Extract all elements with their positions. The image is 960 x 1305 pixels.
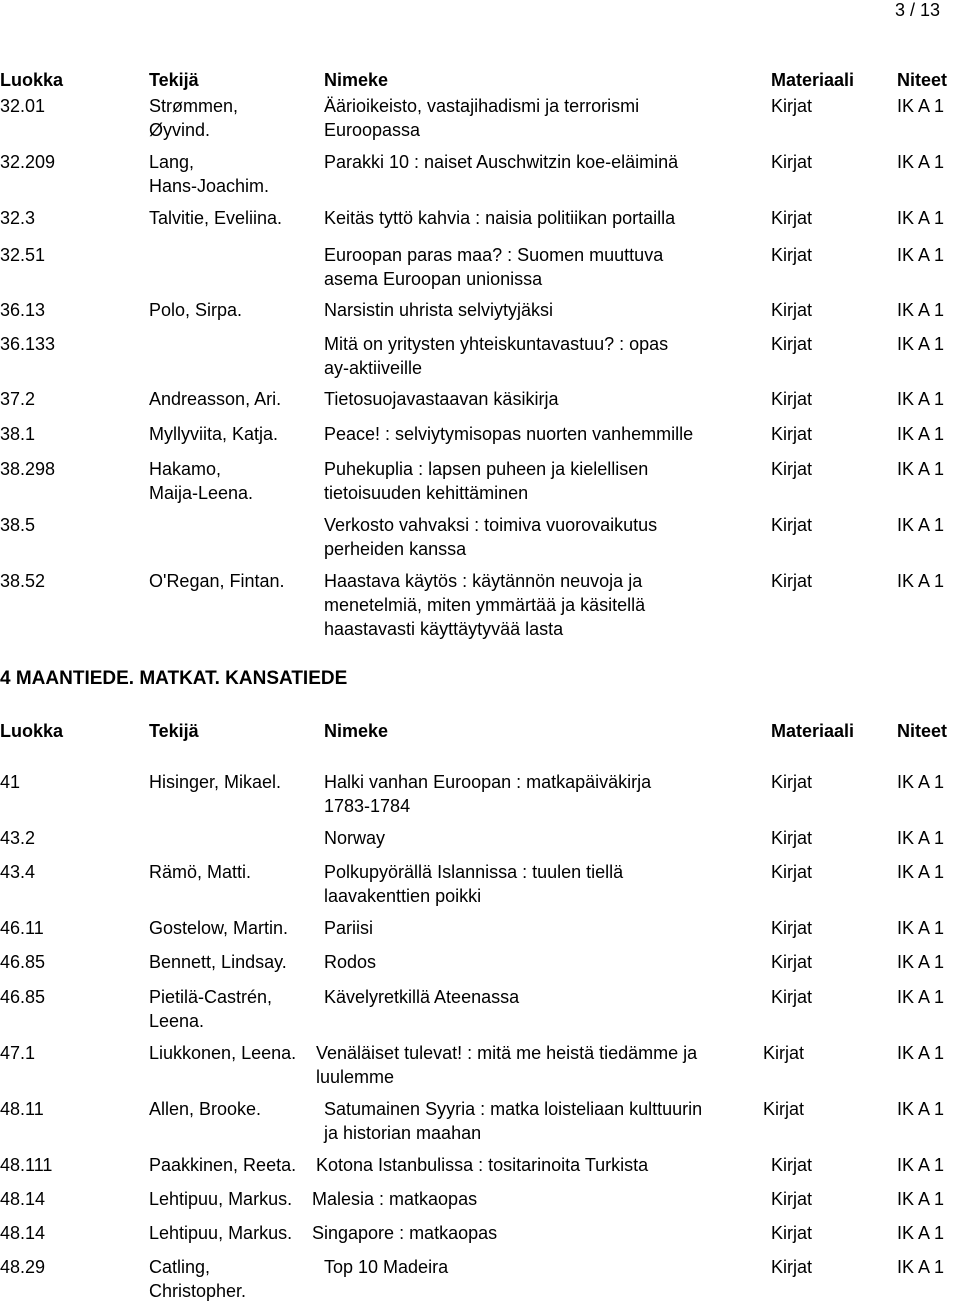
cell-materiaali: Kirjat — [771, 952, 813, 972]
cell-niteet: IK A 1 — [897, 952, 945, 972]
cell-materiaali: Kirjat — [771, 515, 813, 535]
cell-materiaali: Kirjat — [771, 772, 813, 792]
page-number: 3 / 13 — [894, 0, 940, 20]
cell-luokka: 41 — [0, 772, 21, 792]
cell-nimeke: Venäläiset tulevat! : mitä me heistä tiedämme ja luulemme — [316, 1043, 698, 1087]
cell-nimeke: Kävelyretkillä Ateenassa — [324, 987, 520, 1007]
cell-tekija: Lehtipuu, Markus. — [149, 1223, 293, 1243]
cell-materiaali: Kirjat — [771, 459, 813, 479]
cell-luokka: 37.2 — [0, 389, 36, 409]
cell-materiaali: Kirjat — [771, 862, 813, 882]
cell-nimeke: Keitäs tyttö kahvia : naisia politiikan portailla — [324, 208, 676, 228]
cell-nimeke: Äärioikeisto, vastajihadismi ja terrorismi Euroopassa — [324, 96, 640, 140]
cell-materiaali: Kirjat — [771, 152, 813, 172]
cell-materiaali: Kirjat — [771, 1223, 813, 1243]
cell-nimeke: Norway — [324, 828, 386, 848]
cell-tekija: Lehtipuu, Markus. — [149, 1189, 293, 1209]
cell-materiaali: Kirjat — [771, 334, 813, 354]
cell-niteet: IK A 1 — [897, 152, 945, 172]
cell-nimeke: Tietosuojavastaavan käsikirja — [324, 389, 559, 409]
cell-luokka: 32.01 — [0, 96, 46, 116]
cell-tekija: Pietilä-Castrén, Leena. — [149, 987, 273, 1031]
cell-tekija: Bennett, Lindsay. — [149, 952, 287, 972]
cell-luokka: 32.209 — [0, 152, 56, 172]
cell-luokka: 43.4 — [0, 862, 36, 882]
cell-luokka: 32.3 — [0, 208, 36, 228]
cell-niteet: IK A 1 — [897, 1099, 945, 1119]
cell-tekija: Gostelow, Martin. — [149, 918, 289, 938]
cell-tekija: Allen, Brooke. — [149, 1099, 262, 1119]
cell-materiaali: Kirjat — [771, 1155, 813, 1175]
cell-materiaali: Kirjat — [771, 208, 813, 228]
cell-luokka: 46.85 — [0, 952, 46, 972]
column-header-niteet: Niteet — [897, 721, 948, 741]
cell-niteet: IK A 1 — [897, 772, 945, 792]
cell-niteet: IK A 1 — [897, 1189, 945, 1209]
cell-materiaali: Kirjat — [763, 1099, 805, 1119]
cell-tekija: Talvitie, Eveliina. — [149, 208, 283, 228]
section-title: 4 MAANTIEDE. MATKAT. KANSATIEDE — [0, 668, 348, 689]
cell-niteet: IK A 1 — [897, 96, 945, 116]
cell-materiaali: Kirjat — [771, 424, 813, 444]
cell-luokka: 48.14 — [0, 1189, 46, 1209]
cell-nimeke: Haastava käytös : käytännön neuvoja ja menetelmiä, miten ymmärtää ja käsitellä haastavasti käyttäytyvää lasta — [324, 571, 646, 639]
cell-materiaali: Kirjat — [771, 1257, 813, 1277]
cell-nimeke: Singapore : matkaopas — [312, 1223, 498, 1243]
cell-niteet: IK A 1 — [897, 389, 945, 409]
cell-niteet: IK A 1 — [897, 1257, 945, 1277]
cell-nimeke: Mitä on yritysten yhteiskuntavastuu? : opas ay-aktiiveille — [324, 334, 669, 378]
column-header-niteet: Niteet — [897, 70, 948, 90]
cell-tekija: Rämö, Matti. — [149, 862, 252, 882]
cell-materiaali: Kirjat — [771, 987, 813, 1007]
cell-nimeke: Puhekuplia : lapsen puheen ja kielellisen tietoisuuden kehittäminen — [324, 459, 649, 503]
cell-luokka: 38.52 — [0, 571, 46, 591]
cell-niteet: IK A 1 — [897, 987, 945, 1007]
cell-niteet: IK A 1 — [897, 245, 945, 265]
cell-nimeke: Halki vanhan Euroopan : matkapäiväkirja 1783-1784 — [324, 772, 652, 816]
column-header-materiaali: Materiaali — [771, 721, 855, 741]
cell-nimeke: Verkosto vahvaksi : toimiva vuorovaikutus perheiden kanssa — [324, 515, 658, 559]
cell-niteet: IK A 1 — [897, 515, 945, 535]
cell-materiaali: Kirjat — [771, 571, 813, 591]
cell-materiaali: Kirjat — [771, 1189, 813, 1209]
cell-tekija: Catling, Christopher. — [149, 1257, 247, 1301]
cell-niteet: IK A 1 — [897, 459, 945, 479]
cell-luokka: 46.11 — [0, 918, 44, 938]
cell-luokka: 48.11 — [0, 1099, 44, 1119]
cell-nimeke: Rodos — [324, 952, 377, 972]
cell-tekija: Lang, Hans-Joachim. — [149, 152, 270, 196]
cell-niteet: IK A 1 — [897, 300, 945, 320]
cell-niteet: IK A 1 — [897, 208, 945, 228]
cell-nimeke: Peace! : selviytymisopas nuorten vanhemmille — [324, 424, 694, 444]
cell-materiaali: Kirjat — [771, 245, 813, 265]
cell-nimeke: Satumainen Syyria : matka loisteliaan kulttuurin ja historian maahan — [324, 1099, 703, 1143]
column-header-tekija: Tekijä — [149, 721, 199, 741]
cell-luokka: 48.29 — [0, 1257, 46, 1277]
cell-niteet: IK A 1 — [897, 918, 945, 938]
cell-nimeke: Malesia : matkaopas — [312, 1189, 478, 1209]
cell-tekija: Andreasson, Ari. — [149, 389, 282, 409]
column-header-nimeke: Nimeke — [324, 721, 389, 741]
cell-niteet: IK A 1 — [897, 1043, 945, 1063]
cell-luokka: 36.13 — [0, 300, 46, 320]
cell-niteet: IK A 1 — [897, 424, 945, 444]
cell-tekija: Hisinger, Mikael. — [149, 772, 282, 792]
cell-luokka: 48.14 — [0, 1223, 46, 1243]
cell-materiaali: Kirjat — [771, 300, 813, 320]
cell-luokka: 46.85 — [0, 987, 46, 1007]
cell-niteet: IK A 1 — [897, 571, 945, 591]
cell-tekija: O'Regan, Fintan. — [149, 571, 285, 591]
cell-materiaali: Kirjat — [771, 828, 813, 848]
column-header-luokka: Luokka — [0, 70, 64, 90]
cell-niteet: IK A 1 — [897, 1155, 945, 1175]
column-header-luokka: Luokka — [0, 721, 64, 741]
cell-niteet: IK A 1 — [897, 334, 945, 354]
cell-materiaali: Kirjat — [763, 1043, 805, 1063]
cell-tekija: Strømmen, Øyvind. — [149, 96, 239, 140]
cell-niteet: IK A 1 — [897, 1223, 945, 1243]
cell-nimeke: Narsistin uhrista selviytyjäksi — [324, 300, 554, 320]
cell-materiaali: Kirjat — [771, 918, 813, 938]
cell-luokka: 48.111 — [0, 1155, 53, 1175]
cell-tekija: Hakamo, Maija-Leena. — [149, 459, 254, 503]
cell-luokka: 38.298 — [0, 459, 56, 479]
cell-luokka: 38.1 — [0, 424, 36, 444]
cell-luokka: 43.2 — [0, 828, 36, 848]
cell-luokka: 32.51 — [0, 245, 46, 265]
column-header-nimeke: Nimeke — [324, 70, 389, 90]
cell-niteet: IK A 1 — [897, 862, 945, 882]
cell-luokka: 38.5 — [0, 515, 36, 535]
cell-niteet: IK A 1 — [897, 828, 945, 848]
cell-nimeke: Kotona Istanbulissa : tositarinoita Turkista — [316, 1155, 649, 1175]
cell-luokka: 36.133 — [0, 334, 56, 354]
cell-materiaali: Kirjat — [771, 96, 813, 116]
cell-nimeke: Polkupyörällä Islannissa : tuulen tiellä laavakenttien poikki — [324, 862, 624, 906]
cell-tekija: Liukkonen, Leena. — [149, 1043, 297, 1063]
cell-materiaali: Kirjat — [771, 389, 813, 409]
cell-tekija: Paakkinen, Reeta. — [149, 1155, 297, 1175]
cell-nimeke: Euroopan paras maa? : Suomen muuttuva asema Euroopan unionissa — [324, 245, 664, 289]
cell-nimeke: Top 10 Madeira — [324, 1257, 449, 1277]
column-header-tekija: Tekijä — [149, 70, 199, 90]
cell-tekija: Myllyviita, Katja. — [149, 424, 279, 444]
cell-luokka: 47.1 — [0, 1043, 36, 1063]
cell-nimeke: Parakki 10 : naiset Auschwitzin koe-eläiminä — [324, 152, 679, 172]
cell-tekija: Polo, Sirpa. — [149, 300, 243, 320]
column-header-materiaali: Materiaali — [771, 70, 855, 90]
cell-nimeke: Pariisi — [324, 918, 374, 938]
